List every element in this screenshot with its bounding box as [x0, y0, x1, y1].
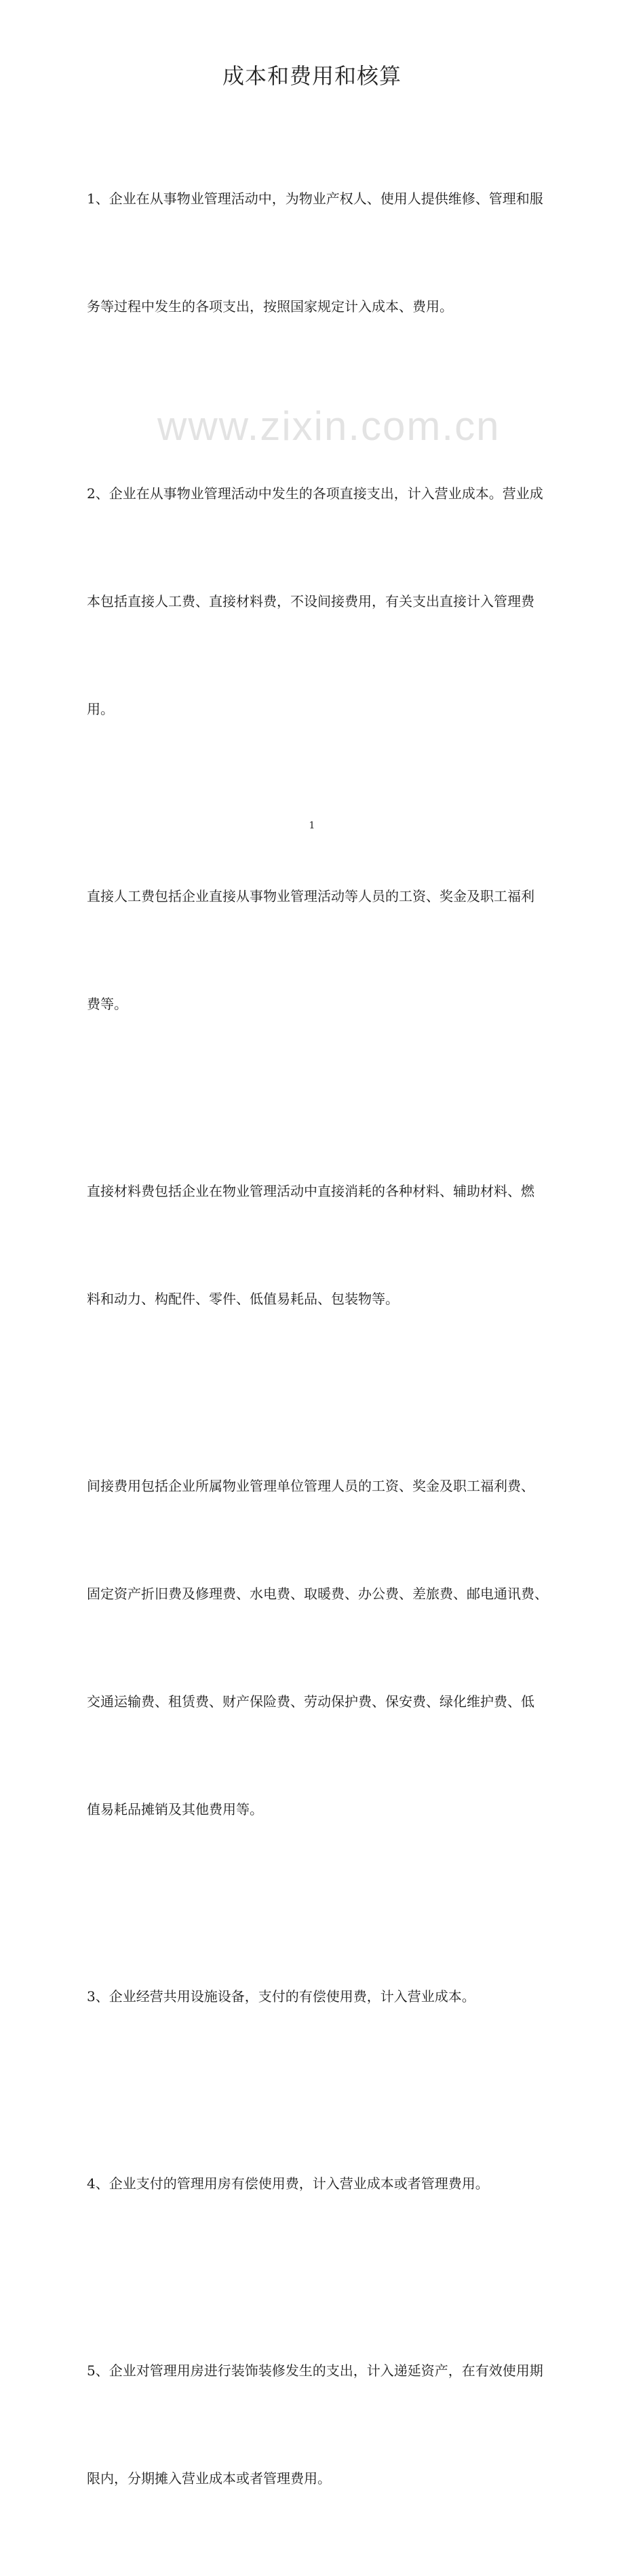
paragraph-line: 本包括直接人工费、直接材料费，不设间接费用，有关支出直接计入管理费 [87, 593, 534, 609]
paragraph-line: 2、企业在从事物业管理活动中发生的各项直接支出，计入营业成本。营业成 [87, 485, 543, 502]
paragraph-line: 3、企业经营共用设施设备，支付的有偿使用费，计入营业成本。 [87, 1988, 475, 2005]
paragraph-line: 1、企业在从事物业管理活动中，为物业产权人、使用人提供维修、管理和服 [87, 190, 543, 207]
paragraph-5 [87, 2281, 582, 2569]
paragraph-line: 交通运输费、租赁费、财产保险费、劳动保护费、保安费、绿化维护费、低 [87, 1693, 534, 1710]
paragraph-1 [87, 109, 582, 397]
watermark: www.zixin.com.cn [157, 403, 501, 449]
page-number: 1 [309, 820, 315, 831]
paragraph-3 [87, 1907, 582, 2087]
paragraph-indirect-costs [87, 1396, 582, 1899]
paragraph-line: 5、企业对管理用房进行装饰装修发生的支出，计入递延资产，在有效使用期 [87, 2362, 543, 2379]
paragraph-line: 4、企业支付的管理用房有偿使用费，计入营业成本或者管理费用。 [87, 2175, 489, 2192]
paragraph-2 [87, 404, 582, 799]
paragraph-line: 值易耗品摊销及其他费用等。 [87, 1801, 263, 1817]
paragraph-line: 务等过程中发生的各项支出，按照国家规定计入成本、费用。 [87, 298, 453, 315]
paragraph-line: 直接材料费包括企业在物业管理活动中直接消耗的各种材料、辅助材料、燃 [87, 1183, 534, 1199]
paragraph-line: 固定资产折旧费及修理费、水电费、取暖费、办公费、差旅费、邮电通讯费、 [87, 1586, 548, 1602]
paragraph-direct-materials [87, 1102, 582, 1389]
paragraph-4 [87, 2094, 582, 2274]
paragraph-line: 费等。 [87, 996, 128, 1012]
document-body [87, 109, 582, 2576]
paragraph-direct-labor [87, 807, 582, 1094]
paragraph-line: 限内，分期摊入营业成本或者管理费用。 [87, 2470, 331, 2487]
paragraph-line: 用。 [87, 701, 114, 717]
paragraph-line: 间接费用包括企业所属物业管理单位管理人员的工资、奖金及职工福利费、 [87, 1478, 534, 1494]
paragraph-line: 料和动力、构配件、零件、低值易耗品、包装物等。 [87, 1291, 399, 1307]
page-title: 成本和费用和核算 [222, 63, 402, 89]
paragraph-line: 直接人工费包括企业直接从事物业管理活动等人员的工资、奖金及职工福利 [87, 888, 534, 904]
